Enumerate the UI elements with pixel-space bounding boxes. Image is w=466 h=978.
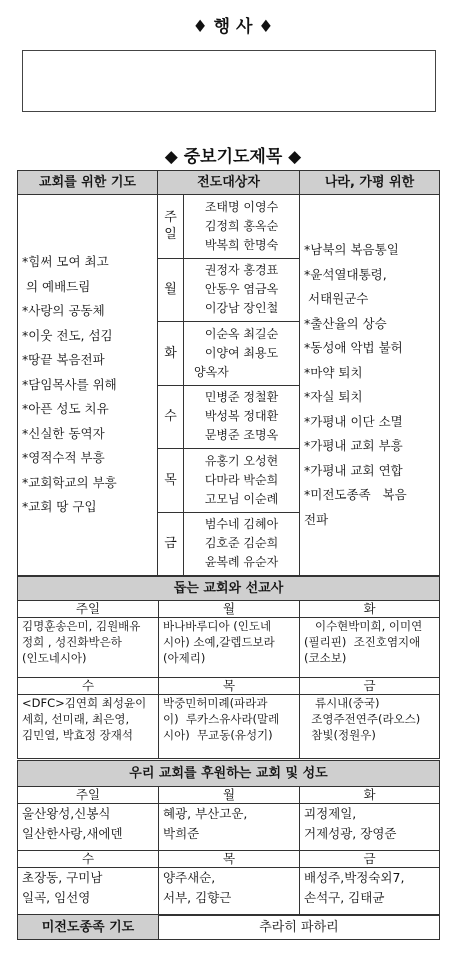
unreached-value: 추라히 파하리 [159, 915, 440, 940]
name-line: 이양여 최용도 [204, 345, 279, 360]
missions-cell [300, 695, 440, 759]
day-label: 월 [159, 787, 300, 804]
name-line: 고모님 이순례 [204, 491, 279, 506]
day-label: 주일 [18, 787, 159, 804]
supporters-table [17, 760, 440, 916]
line: 정희 , 성진화박은하 [22, 635, 122, 649]
day-label: 주일 [18, 601, 159, 618]
list-item: *사랑의 공동체 [22, 303, 105, 319]
nation-prayer-list [300, 195, 440, 576]
name-line: 박성복 정대환 [204, 409, 279, 424]
line: 손석구, 김태균 [304, 889, 385, 905]
line: 혜광, 부산고운, [163, 806, 248, 822]
line: 울산왕성,신봉식 [22, 806, 111, 822]
line: 조영주전연주(라오스) [304, 712, 421, 726]
supporters-cell [159, 867, 300, 915]
events-box [22, 50, 436, 112]
unreached-label: 미전도종족 기도 [18, 915, 159, 940]
list-item: *가평내 교회 부흥 [304, 438, 403, 454]
list-item: *출산율의 상승 [304, 315, 387, 331]
name-line: 이강남 장인철 [204, 301, 279, 316]
line: 참빛(정원우) [304, 728, 376, 742]
missions-cell [18, 695, 159, 759]
header-church: 교회를 위한 기도 [18, 171, 158, 195]
list-item: 전파 [304, 511, 329, 527]
name-line: 유홍기 오성현 [204, 453, 279, 468]
line: 일곡, 임선영 [22, 889, 91, 905]
name-line: 양옥자 [194, 364, 229, 379]
day-label: 목 [158, 449, 184, 512]
missions-cell [159, 618, 300, 678]
names-cell [184, 195, 300, 258]
day-label: 화 [158, 322, 184, 385]
list-item: *담임목사를 위해 [22, 376, 117, 392]
line: 거제성광, 장영준 [304, 826, 397, 842]
missions-cell [300, 618, 440, 678]
prayer-title: ◆ 중보기도제목 ◆ [164, 147, 302, 167]
supporters-cell [300, 804, 440, 850]
missions-title: 돕는 교회와 선교사 [18, 577, 440, 601]
list-item: *아픈 성도 치유 [22, 401, 109, 417]
missions-table [17, 576, 440, 759]
day-label: 화 [300, 601, 440, 618]
line: 배성주,박정숙외7, [304, 869, 405, 885]
line: 시아) 무교동(유성기) [163, 728, 273, 742]
list-item: *영적수적 부흥 [22, 450, 105, 466]
day-label: 금 [300, 678, 440, 695]
list-item: *교회 땅 구입 [22, 499, 97, 515]
events-title: ♦ 행 사 ♦ [192, 17, 274, 37]
line: 세희, 선미래, 최은영, [22, 712, 130, 726]
list-item: *자실 퇴치 [304, 389, 363, 405]
name-line: 안동우 염금옥 [204, 282, 279, 297]
names-cell [184, 322, 300, 385]
line: <DFC>김연희 최성윤이 [22, 696, 147, 710]
name-line: 김호준 김순희 [204, 536, 279, 551]
day-label: 목 [159, 850, 300, 867]
name-line: 조태명 이영수 [204, 199, 279, 214]
supporters-cell [300, 867, 440, 915]
line: 김명훈송은미, 김원배유 [22, 619, 141, 633]
line: 바나바루디아 (인도네 [163, 619, 272, 633]
name-line: 이순옥 최길순 [204, 326, 279, 341]
supporters-cell [18, 867, 159, 915]
name-line: 다마라 박순희 [204, 472, 279, 487]
line: 양주새순, [163, 869, 216, 885]
line: (아제리) [163, 651, 206, 665]
list-item: *미전도종족 복음 [304, 487, 407, 503]
name-line: 김정희 홍옥순 [204, 218, 279, 233]
line: (코소보) [304, 651, 347, 665]
supporters-title: 우리 교회를 후원하는 교회 및 성도 [18, 761, 440, 787]
name-line: 윤복례 유순자 [204, 555, 279, 570]
prayer-table [17, 170, 440, 576]
church-prayer-list [18, 195, 158, 576]
list-item: *동성애 악법 불허 [304, 340, 403, 356]
line: 이) 루카스유사라(말레 [163, 712, 280, 726]
header-nation: 나라, 가평 위한 [300, 171, 440, 195]
names-cell [184, 449, 300, 512]
list-item: 서태원군수 [304, 291, 369, 307]
line: 이수현박미희, 이미연 [304, 619, 423, 633]
line: 류시내(중국) [304, 696, 380, 710]
line: 김민열, 박효정 장재석 [22, 728, 133, 742]
missions-cell [18, 618, 159, 678]
day-label: 수 [158, 385, 184, 448]
list-item: *가평내 교회 연합 [304, 462, 403, 478]
list-item: *남북의 복음통일 [304, 242, 399, 258]
list-item: *가평내 이단 소멸 [304, 413, 403, 429]
names-cell [184, 258, 300, 321]
list-item: *힘써 모여 최고 [22, 254, 109, 270]
day-label: 수 [18, 850, 159, 867]
day-label: 월 [158, 258, 184, 321]
line: 괴정제일, [304, 806, 357, 822]
unreached-table [17, 914, 440, 940]
list-item: *땅끝 복음전파 [22, 352, 105, 368]
line: 박희준 [163, 826, 200, 842]
list-item: *윤석열대통령, [304, 266, 387, 282]
missions-cell [159, 695, 300, 759]
name-line: 권정자 홍경표 [204, 263, 279, 278]
day-label: 목 [159, 678, 300, 695]
day-label: 금 [300, 850, 440, 867]
day-label: 화 [300, 787, 440, 804]
line: (인도네시아) [22, 651, 87, 665]
header-evangelism: 전도대상자 [158, 171, 300, 195]
line: 초장동, 구미남 [22, 869, 103, 885]
names-cell [184, 385, 300, 448]
list-item: *신실한 동역자 [22, 425, 105, 441]
list-item: 의 예배드림 [22, 278, 91, 294]
day-label: 월 [159, 601, 300, 618]
day-label: 수 [18, 678, 159, 695]
name-line: 문병준 조명옥 [204, 428, 279, 443]
line: 일산한사랑,새에덴 [22, 826, 123, 842]
name-line: 민병준 정철환 [204, 390, 279, 405]
supporters-cell [159, 804, 300, 850]
list-item: *마약 퇴치 [304, 364, 363, 380]
name-line: 범수네 김혜아 [204, 517, 279, 532]
line: 시아) 소예,갈렙드보라 [163, 635, 275, 649]
day-label: 금 [158, 512, 184, 575]
line: 서부, 김향근 [163, 889, 232, 905]
day-label: 주일 [158, 195, 184, 258]
list-item: *교회학교의 부흥 [22, 474, 117, 490]
line: (필리핀) 조진호염지애 [304, 635, 421, 649]
name-line: 박복희 한명숙 [204, 237, 279, 252]
line: 박중민허미례(파라과 [163, 696, 268, 710]
list-item: *이웃 전도, 섬김 [22, 327, 113, 343]
supporters-cell [18, 804, 159, 850]
names-cell [184, 512, 300, 575]
